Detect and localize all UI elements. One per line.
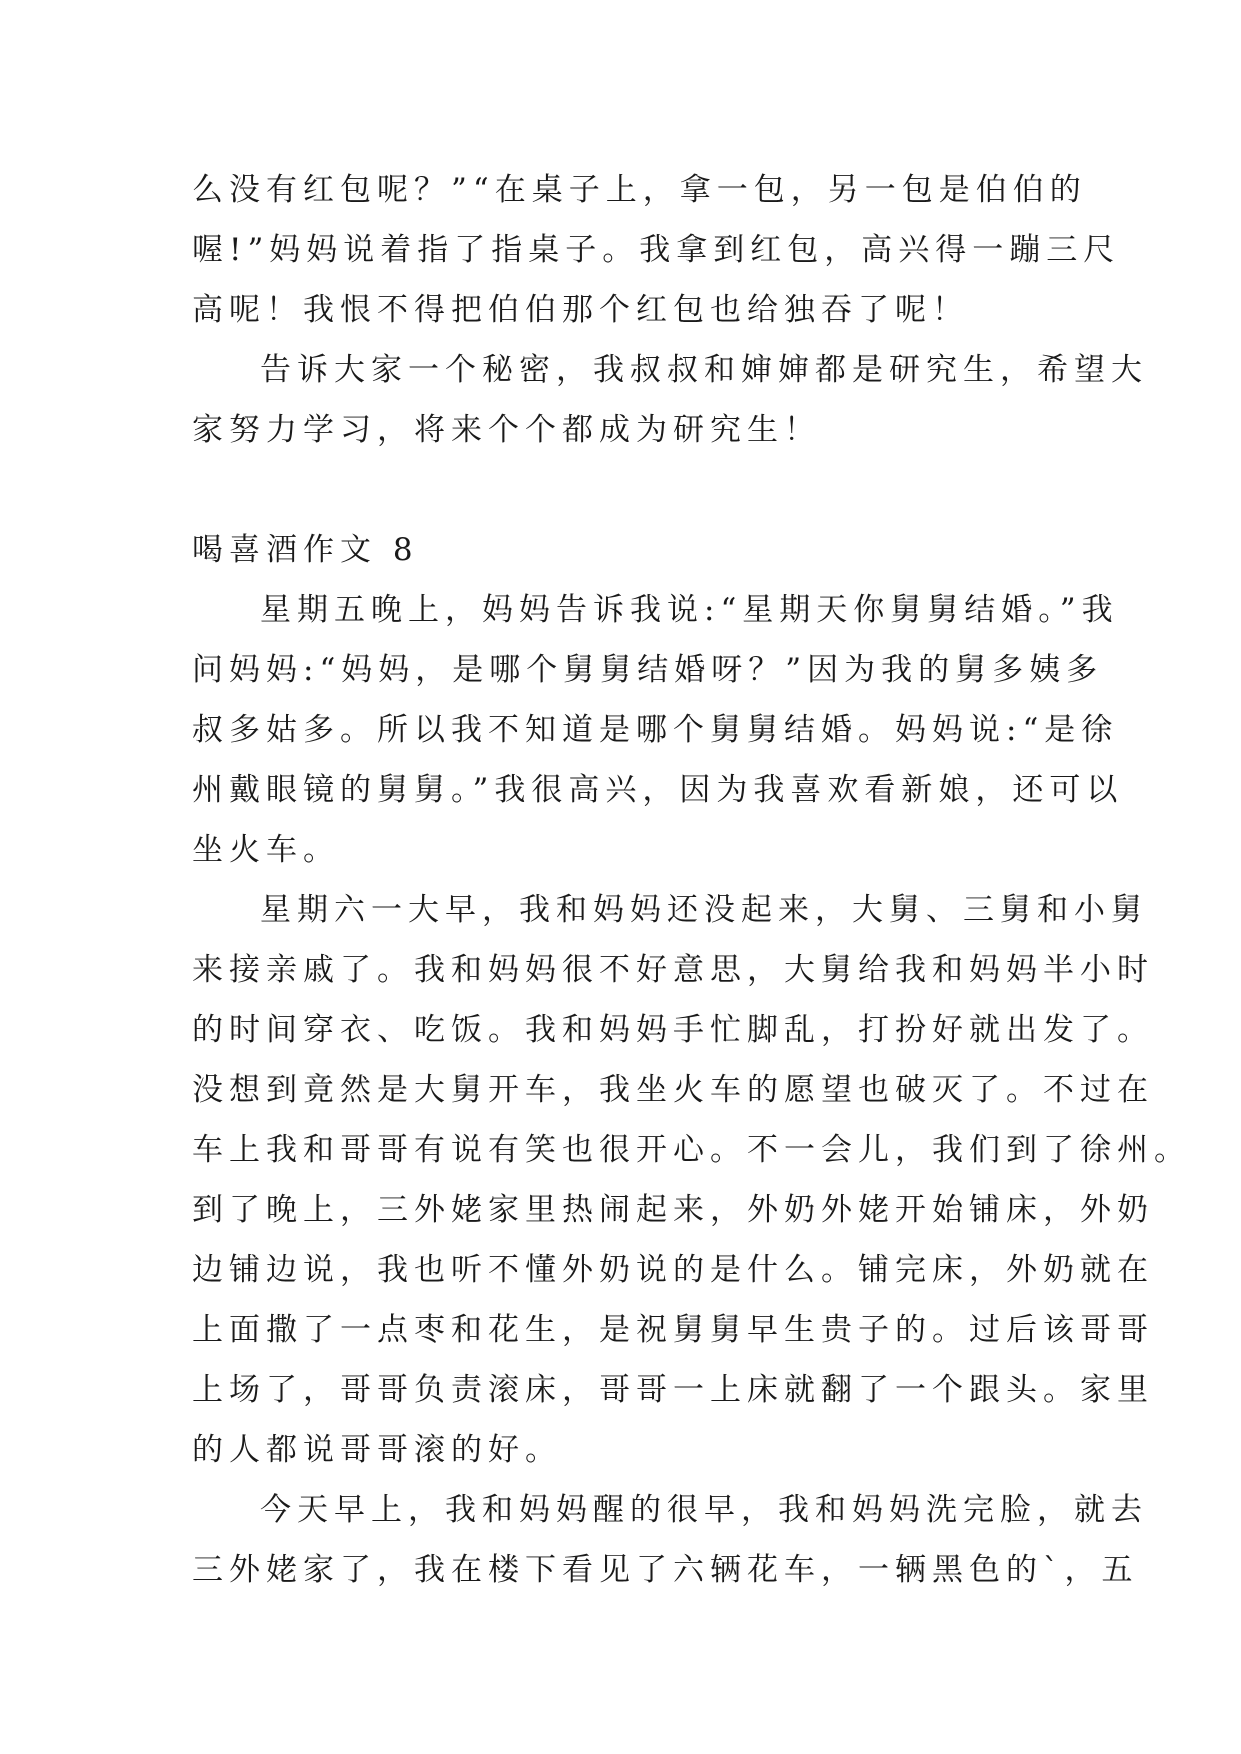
text-line: 家努力学习，将来个个都成为研究生！ <box>192 412 821 448</box>
text-line: 的时间穿衣、吃饭。我和妈妈手忙脚乱，打扮好就出发了。 <box>192 1012 1154 1048</box>
text-line: 三外姥家了，我在楼下看见了六辆花车，一辆黑色的`，五 <box>192 1552 1139 1588</box>
text-line: 没想到竟然是大舅开车，我坐火车的愿望也破灭了。不过在 <box>192 1072 1154 1108</box>
text-line: 到了晚上，三外姥家里热闹起来，外奶外姥开始铺床，外奶 <box>192 1192 1154 1228</box>
document-body <box>192 160 1191 1600</box>
text-line: 星期六一大早，我和妈妈还没起来，大舅、三舅和小舅 <box>260 892 1148 928</box>
spacer <box>192 460 1052 520</box>
text-line: 么没有红包呢？”“在桌子上，拿一包，另一包是伯伯的 <box>192 172 1087 208</box>
paragraph <box>192 160 1121 340</box>
text-line: 喔!”妈妈说着指了指桌子。我拿到红包，高兴得一蹦三尺 <box>192 232 1121 268</box>
text-line: 的人都说哥哥滚的好。 <box>192 1432 562 1468</box>
text-line: 星期五晚上，妈妈告诉我说:“星期天你舅舅结婚。”我 <box>260 592 1119 628</box>
paragraph <box>192 580 1124 880</box>
text-line: 州戴眼镜的舅舅。”我很高兴，因为我喜欢看新娘，还可以 <box>192 772 1124 808</box>
text-line: 来接亲戚了。我和妈妈很不好意思，大舅给我和妈妈半小时 <box>192 952 1154 988</box>
text-line: 坐火车。 <box>192 832 340 868</box>
paragraph <box>192 1480 1148 1600</box>
section-heading: 喝喜酒作文 8 <box>192 532 419 568</box>
text-line: 高呢！我恨不得把伯伯那个红包也给独吞了呢！ <box>192 292 969 328</box>
text-line: 车上我和哥哥有说有笑也很开心。不一会儿，我们到了徐州。 <box>192 1132 1191 1168</box>
text-line: 今天早上，我和妈妈醒的很早，我和妈妈洗完脸，就去 <box>260 1492 1148 1528</box>
text-line: 上场了，哥哥负责滚床，哥哥一上床就翻了一个跟头。家里 <box>192 1372 1154 1408</box>
text-line: 边铺边说，我也听不懂外奶说的是什么。铺完床，外奶就在 <box>192 1252 1154 1288</box>
paragraph <box>192 340 1148 460</box>
text-line: 上面撒了一点枣和花生，是祝舅舅早生贵子的。过后该哥哥 <box>192 1312 1154 1348</box>
text-line: 叔多姑多。所以我不知道是哪个舅舅结婚。妈妈说:“是徐 <box>192 712 1119 748</box>
paragraph <box>192 880 1191 1480</box>
text-line: 问妈妈:“妈妈，是哪个舅舅结婚呀？”因为我的舅多姨多 <box>192 652 1104 688</box>
text-line: 告诉大家一个秘密，我叔叔和婶婶都是研究生，希望大 <box>260 352 1148 388</box>
